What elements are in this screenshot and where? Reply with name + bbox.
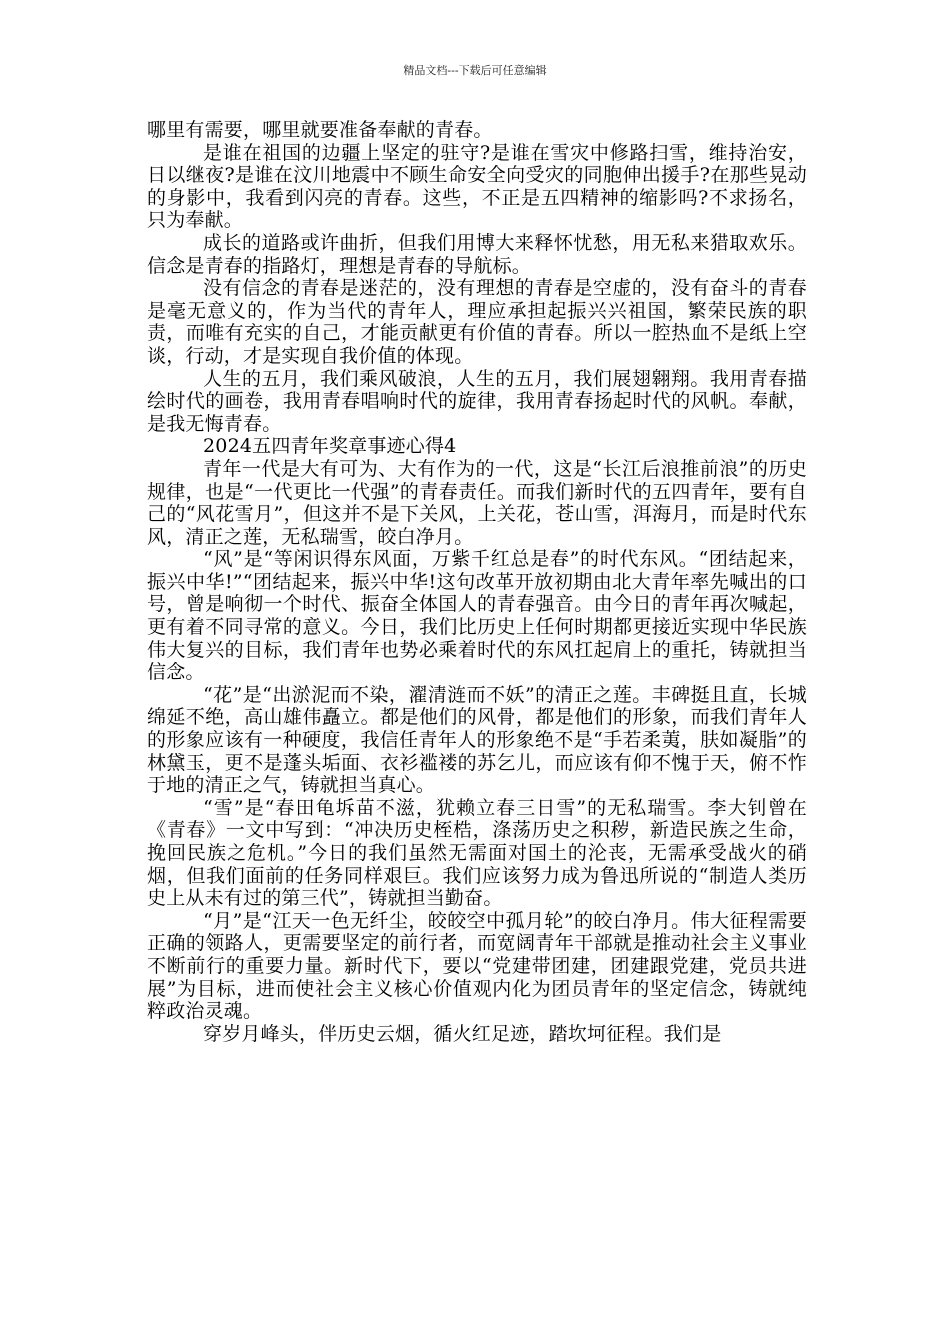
paragraph: 人生的五月，我们乘风破浪，人生的五月，我们展翅翱翔。我用青春描绘时代的画卷，我用青春唱响时代的旋律，我用青春扬起时代的风帆。奉献，是我无悔青春。 <box>147 367 807 435</box>
paragraph: 青年一代是大有可为、大有作为的一代，这是“长江后浪推前浪”的历史规律，也是“一代更比一代强”的青春责任。而我们新时代的五四青年，要有自己的“风花雪月”，但这并不是下关风，上关花，苍山雪，洱海月，而是时代东风，清正之莲，无私瑞雪，皎白净月。 <box>147 457 807 548</box>
paragraph: 成长的道路或许曲折，但我们用博大来释怀忧愁，用无私来猎取欢乐。信念是青春的指路灯，理想是青春的导航标。 <box>147 231 807 277</box>
paragraph: “月”是“江天一色无纤尘，皎皎空中孤月轮”的皎白净月。伟大征程需要正确的领路人，更需要坚定的前行者，而宽阔青年干部就是推动社会主义事业不断前行的重要力量。新时代下，要以“党建带团建，团建跟党建，党员共进展”为目标，进而使社会主义核心价值观内化为团员青年的坚定信念，铸就纯粹政治灵魂。 <box>147 909 807 1023</box>
paragraph: “风”是“等闲识得东风面，万紫千红总是春”的时代东风。“团结起来，振兴中华!”“团结起来，振兴中华!这句改革开放初期由北大青年率先喊出的口号，曾是响彻一个时代、振奋全体国人的青春强音。由今日的青年再次喊起，更有着不同寻常的意义。今日，我们比历史上任何时期都更接近实现中华民族伟大复兴的目标，我们青年也势必乘着时代的东风扛起肩上的重托，铸就担当信念。 <box>147 548 807 684</box>
paragraph: 没有信念的青春是迷茫的，没有理想的青春是空虚的，没有奋斗的青春是毫无意义的，作为当代的青年人，理应承担起振兴兴祖国，繁荣民族的职责，而唯有充实的自己，才能贡献更有价值的青春。所以一腔热血不是纸上空谈，行动，才是实现自我价值的体现。 <box>147 277 807 367</box>
section-title: 2024五四青年奖章事迹心得4 <box>203 435 457 458</box>
paragraph: 是谁在祖国的边疆上坚定的驻守?是谁在雪灾中修路扫雪，维持治安，日以继夜?是谁在汶川地震中不顾生命安全向受灾的同胞伸出援手?在那些晃动的身影中，我看到闪亮的青春。这些，不正是五四精神的缩影吗?不求扬名，只为奉献。 <box>147 141 807 232</box>
page-header: 精品文档---下载后可任意编辑 <box>403 64 547 77</box>
paragraph: 穿岁月峰头，伴历史云烟，循火红足迹，踏坎坷征程。我们是 <box>203 1022 722 1045</box>
paragraph: “雪”是“春田龟坼苗不滋，犹赖立春三日雪”的无私瑞雪。李大钊曾在《青春》一文中写到：“冲决历史桎梏，涤荡历史之积秽，新造民族之生命，挽回民族之危机。”今日的我们虽然无需面对国土的沦丧，无需承受战火的硝烟，但我们面前的任务同样艰巨。我们应该努力成为鲁迅所说的“制造人类历史上从未有过的第三代”，铸就担当勤奋。 <box>147 796 807 910</box>
document-body <box>147 119 807 1045</box>
paragraph: 哪里有需要，哪里就要准备奉献的青春。 <box>147 119 493 141</box>
paragraph: “花”是“出淤泥而不染，濯清涟而不妖”的清正之莲。丰碑挺且直，长城绵延不绝，高山雄伟矗立。都是他们的风骨，都是他们的形象，而我们青年人的形象应该有一种硬度，我信任青年人的形象绝不是“手若柔荑，肤如凝脂”的林黛玉，更不是蓬头垢面、衣衫褴褛的苏乞儿，而应该有仰不愧于天，俯不怍于地的清正之气，铸就担当真心。 <box>147 683 807 797</box>
